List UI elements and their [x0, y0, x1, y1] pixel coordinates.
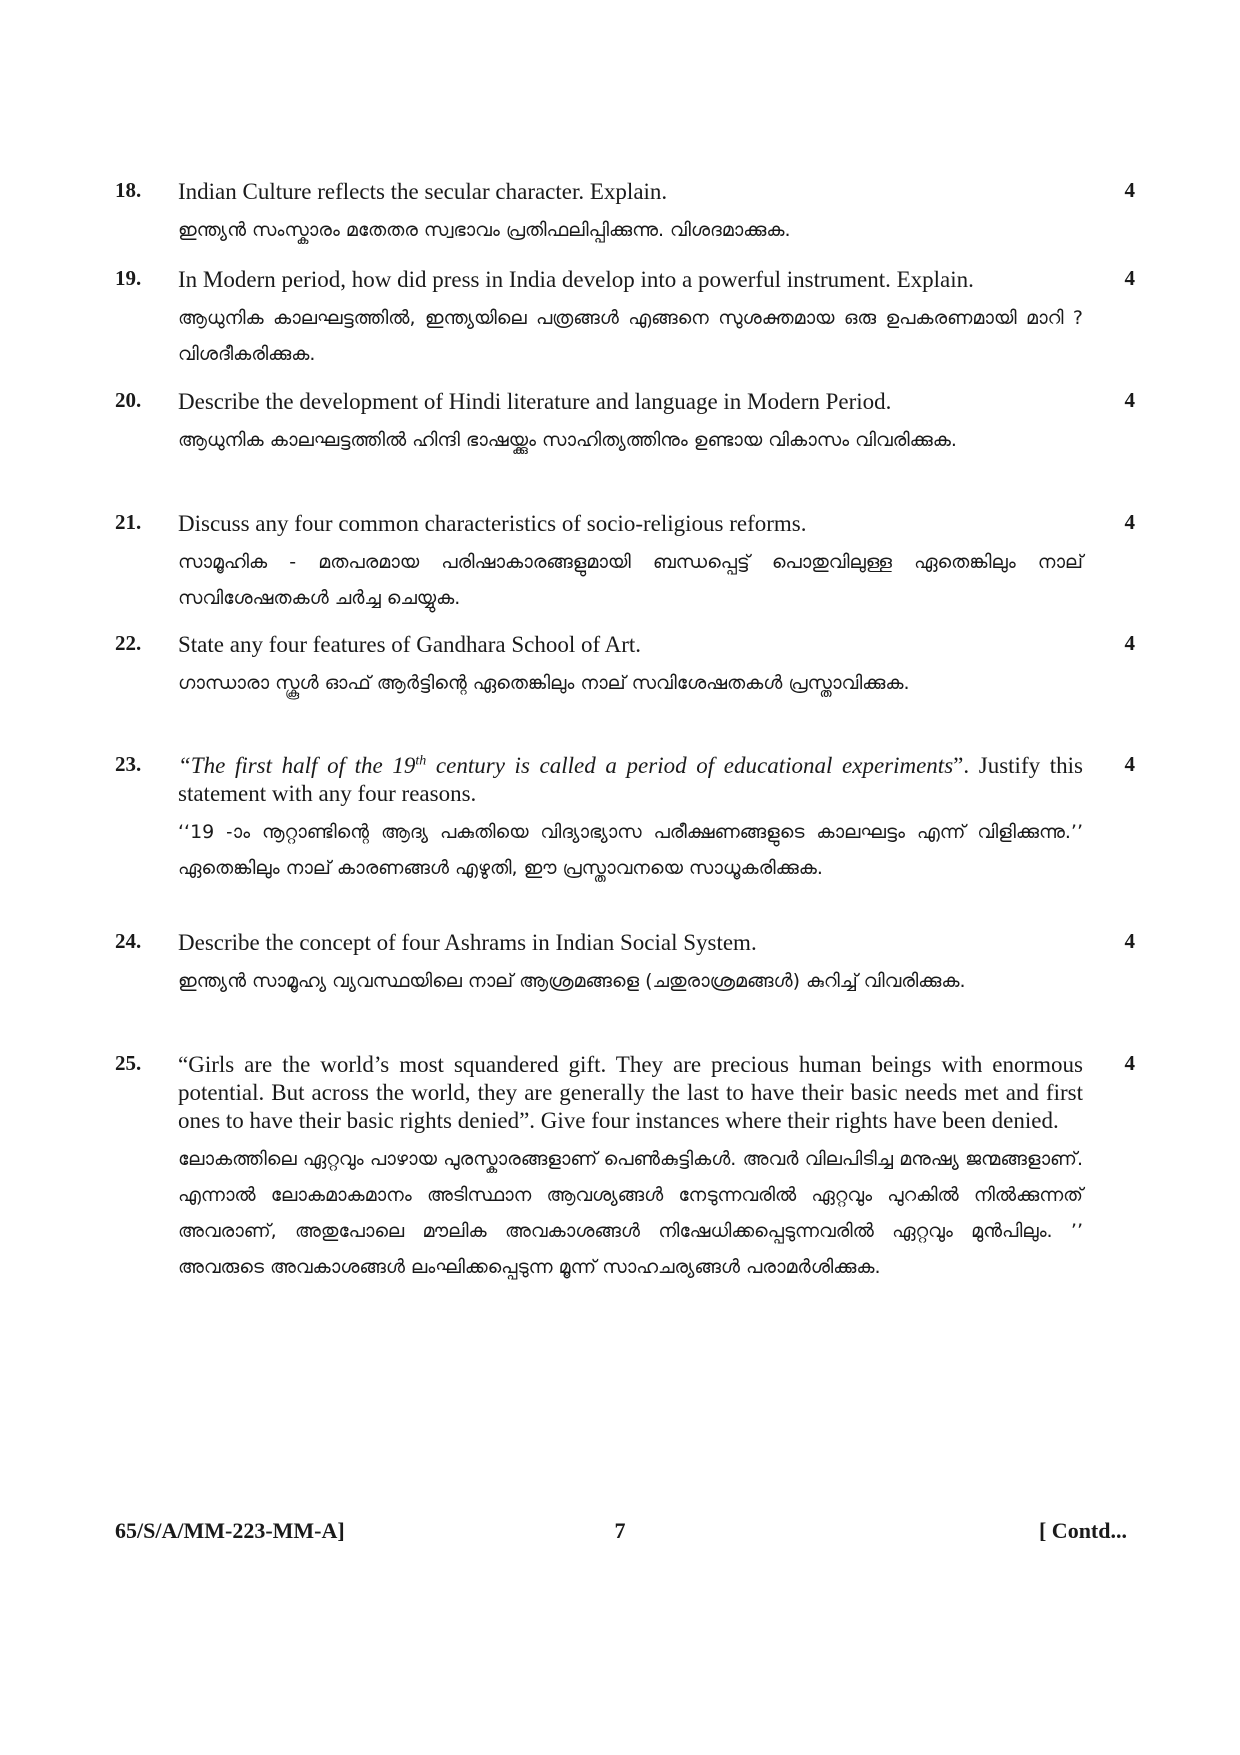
question-text-malayalam: ലോകത്തിലെ ഏറ്റവും പാഴായ പുരസ്കാരങ്ങളാണ് പെൺകുട്ടികൾ. അവർ വിലപിടിച്ച മനുഷ്യ ജന്മങ്ങളാണ്. എന്നാൽ ലോകമാകമാനം അടിസ്ഥാന ആവശ്യങ്ങൾ നേടുന്നവരിൽ ഏറ്റവും പുറകിൽ നിൽക്കുന്നത് അവരാണ്, അതുപോലെ മൗലിക അവകാശങ്ങൾ നിഷേധിക്കപ്പെടുന്നവരിൽ ഏറ്റവും മുൻപിലും. ’’ അവരുടെ അവകാശങ്ങൾ ലംഘിക്കപ്പെടുന്ന മൂന്ന് സാഹചര്യങ്ങൾ പരാമർശിക്കുക. [178, 1148, 1083, 1278]
question-text-malayalam: ആധുനിക കാലഘട്ടത്തിൽ ഹിന്ദി ഭാഷയ്ക്കും സാഹിത്യത്തിനും ഉണ്ടായ വികാസം വിവരിക്കുക. [178, 429, 957, 451]
question-text-english: Discuss any four common characteristics of socio-religious reforms. [178, 511, 807, 536]
quote-italic-start: “The first half of the 19 [178, 753, 416, 778]
question-marks: 4 [1124, 752, 1135, 776]
question-text-english: In Modern period, how did press in India develop into a powerful instrument. Explain. [178, 267, 974, 292]
quote-italic-end: century is called a period of educational experiments [426, 753, 954, 778]
question-text-malayalam: ഇന്ത്യൻ സാമൂഹ്യ വ്യവസ്ഥയിലെ നാല് ആശ്രമങ്ങളെ (ചതുരാശ്രമങ്ങൾ) കുറിച്ച് വിവരിക്കുക. [178, 970, 966, 992]
continued-note: [ Contd... [1038, 1518, 1127, 1543]
question-number: 20. [115, 388, 142, 412]
question-text-malayalam: ഇന്ത്യൻ സംസ്കാരം മതേതര സ്വഭാവം പ്രതിഫലിപ്പിക്കുന്നു. വിശദമാക്കുക. [178, 219, 791, 241]
question-text-english: Describe the concept of four Ashrams in Indian Social System. [178, 930, 757, 955]
question-text-malayalam: ആധുനിക കാലഘട്ടത്തിൽ, ഇന്ത്യയിലെ പത്രങ്ങൾ എങ്ങനെ സുശക്തമായ ഒരു ഉപകരണമായി മാറി ? വിശദീകരിക്കുക. [178, 307, 1083, 365]
question-marks: 4 [1124, 388, 1135, 412]
question-marks: 4 [1124, 266, 1135, 290]
question-instruction: ”. Justify this statement with any four reasons. [178, 753, 1083, 806]
question-number: 19. [115, 266, 142, 290]
question-text-malayalam: ഗാന്ധാരാ സ്കൂൾ ഓഫ് ആർട്ടിന്റെ ഏതെങ്കിലും നാല് സവിശേഷതകൾ പ്രസ്താവിക്കുക. [178, 672, 910, 694]
question-text-english: State any four features of Gandhara School of Art. [178, 632, 642, 657]
page-number: 7 [614, 1518, 626, 1543]
question-marks: 4 [1124, 178, 1135, 202]
question-text-malayalam: ‘‘19 -ാം നൂറ്റാണ്ടിന്റെ ആദ്യ പകുതിയെ വിദ്യാഭ്യാസ പരീക്ഷണങ്ങളുടെ കാലഘട്ടം എന്ന് വിളിക്കുന്നു.’’ ഏതെങ്കിലും നാല് കാരണങ്ങൾ എഴുതി, ഈ പ്രസ്താവനയെ സാധൂകരിക്കുക. [178, 821, 1083, 879]
question-number: 18. [115, 178, 142, 202]
question-text-english: “Girls are the world’s most squandered gift. They are precious human beings with enormous potential. But across the world, they are generally the last to have their basic needs met and first ones to have their basic rights denied”. Give four instances where their rights have been denied. [178, 1052, 1083, 1133]
paper-code: 65/S/A/MM-223-MM-A] [115, 1518, 345, 1543]
question-text-malayalam: സാമൂഹിക - മതപരമായ പരിഷാകാരങ്ങളുമായി ബന്ധപ്പെട്ട് പൊതുവിലുള്ള ഏതെങ്കിലും നാല് സവിശേഷതകൾ ചർച്ച ചെയ്യുക. [178, 551, 1083, 609]
question-marks: 4 [1124, 631, 1135, 655]
question-number: 24. [115, 929, 142, 953]
question-text-english [178, 752, 1083, 808]
ordinal-suffix: th [415, 753, 427, 769]
question-number: 23. [115, 752, 142, 776]
question-number: 21. [115, 510, 142, 534]
question-marks: 4 [1124, 1051, 1135, 1075]
question-text-english: Describe the development of Hindi literature and language in Modern Period. [178, 389, 892, 414]
question-marks: 4 [1124, 510, 1135, 534]
question-number: 25. [115, 1051, 142, 1075]
question-marks: 4 [1124, 929, 1135, 953]
question-text-english: Indian Culture reflects the secular character. Explain. [178, 179, 668, 204]
question-number: 22. [115, 631, 142, 655]
